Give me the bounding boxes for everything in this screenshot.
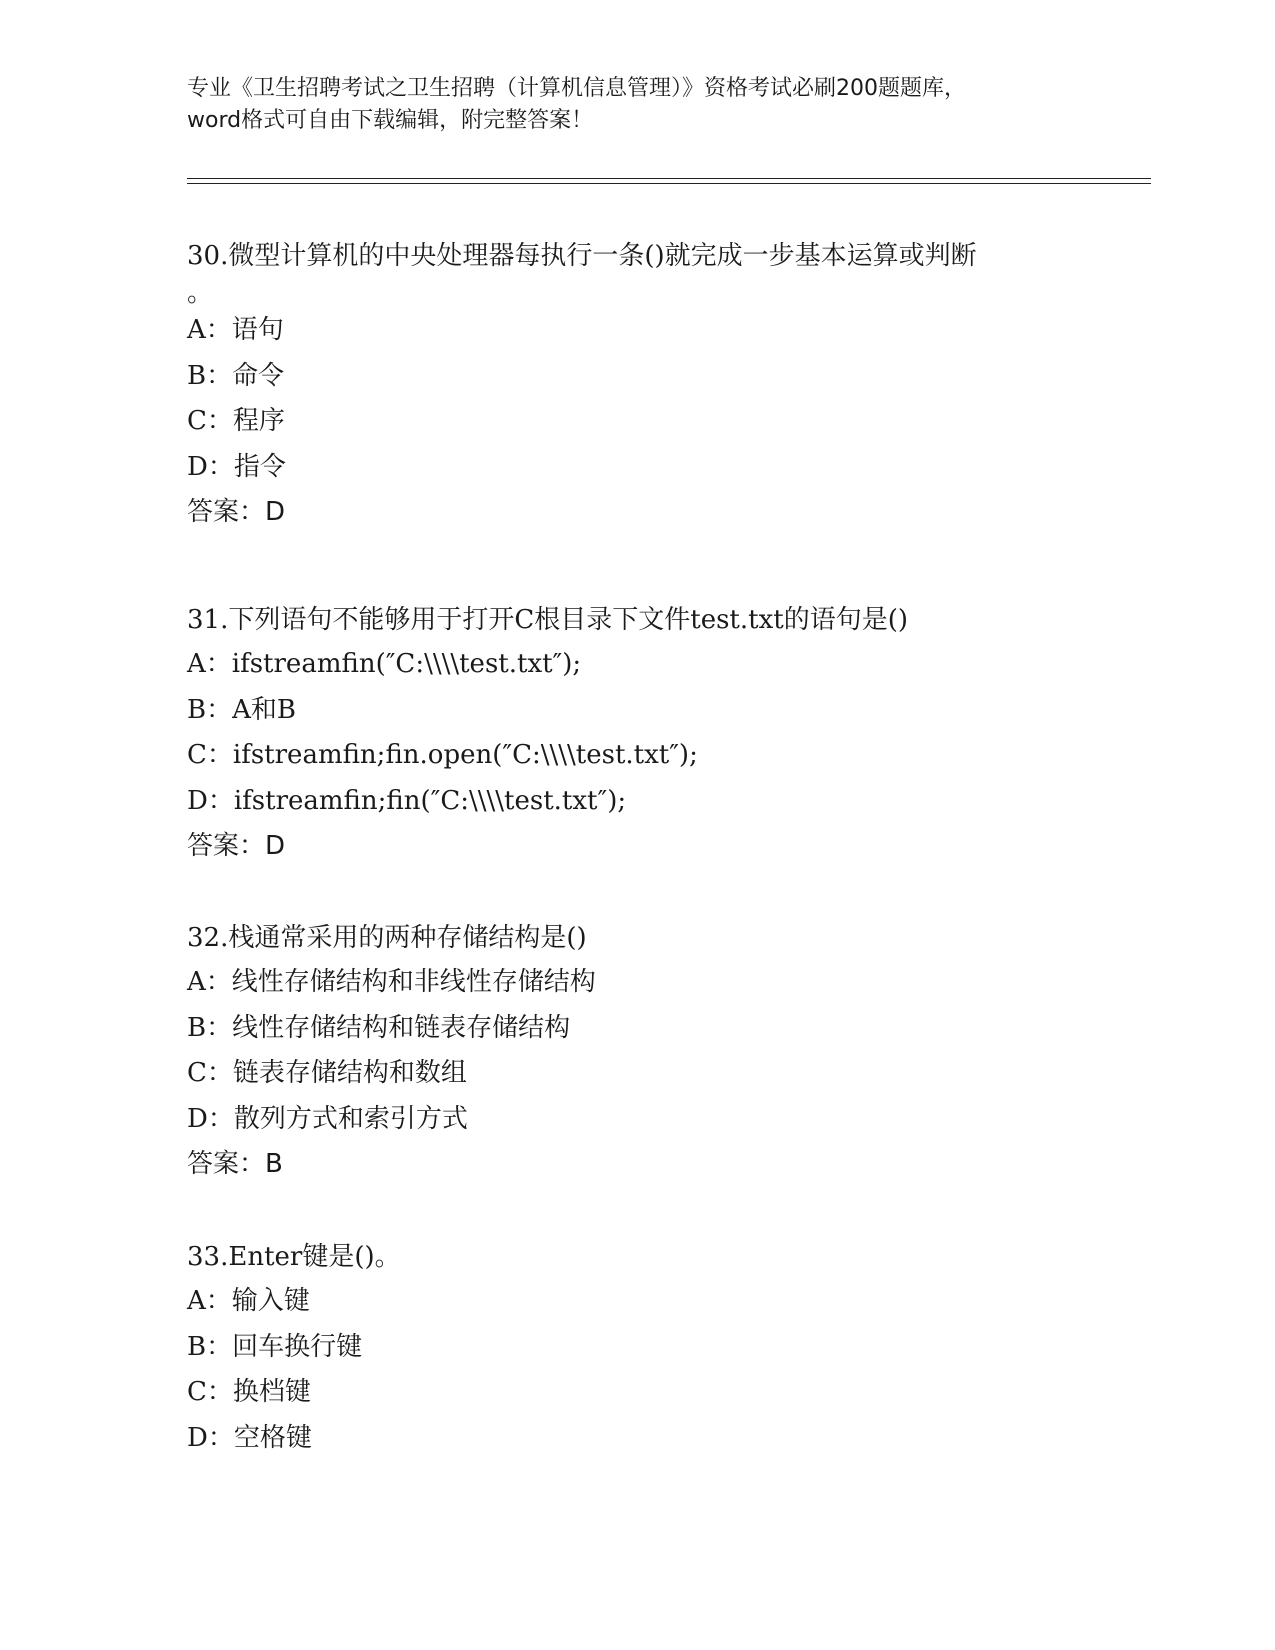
question-30 bbox=[187, 234, 1087, 536]
option-b: B：命令 bbox=[187, 360, 285, 391]
header-divider-top bbox=[187, 178, 1151, 179]
answer-line: 答案：D bbox=[187, 497, 286, 527]
option-a: A：语句 bbox=[187, 315, 284, 345]
question-stem-continuation: 。 bbox=[187, 278, 214, 308]
option-a: A：线性存储结构和非线性存储结构 bbox=[187, 967, 596, 997]
question-31 bbox=[187, 598, 1087, 870]
option-d: D：ifstreamfin;fin(″C:\\\\test.txt″); bbox=[187, 785, 627, 816]
answer-line: 答案：D bbox=[187, 831, 286, 861]
question-stem: 31.下列语句不能够用于打开C根目录下文件test.txt的语句是() bbox=[187, 605, 908, 635]
header-title-line-2: word格式可自由下载编辑，附完整答案！ bbox=[187, 108, 594, 133]
option-d: D：指令 bbox=[187, 451, 286, 482]
option-c: C：换档键 bbox=[187, 1377, 311, 1407]
option-b: B：线性存储结构和链表存储结构 bbox=[187, 1012, 571, 1043]
option-c: C：程序 bbox=[187, 406, 285, 436]
option-d: D：散列方式和索引方式 bbox=[187, 1103, 468, 1134]
answer-line: 答案：B bbox=[187, 1149, 283, 1179]
question-32 bbox=[187, 916, 1087, 1188]
header-title-line-1: 专业《卫生招聘考试之卫生招聘（计算机信息管理）》资格考试必刷200题题库， bbox=[187, 76, 966, 101]
option-c: C：链表存储结构和数组 bbox=[187, 1058, 467, 1088]
option-c: C：ifstreamfin;fin.open(″C:\\\\test.txt″); bbox=[187, 740, 698, 770]
question-stem: 30.微型计算机的中央处理器每执行一条()就完成一步基本运算或判断 bbox=[187, 241, 977, 271]
question-stem: 33.Enter键是()。 bbox=[187, 1242, 401, 1272]
header-divider-bottom bbox=[187, 183, 1151, 184]
option-a: A：输入键 bbox=[187, 1286, 310, 1316]
option-b: B：回车换行键 bbox=[187, 1331, 363, 1362]
option-b: B：A和B bbox=[187, 694, 296, 725]
option-a: A：ifstreamfin(″C:\\\\test.txt″); bbox=[187, 649, 582, 679]
question-33 bbox=[187, 1235, 1087, 1461]
document-header bbox=[187, 73, 1087, 137]
option-d: D：空格键 bbox=[187, 1422, 312, 1453]
question-stem: 32.栈通常采用的两种存储结构是() bbox=[187, 923, 587, 953]
